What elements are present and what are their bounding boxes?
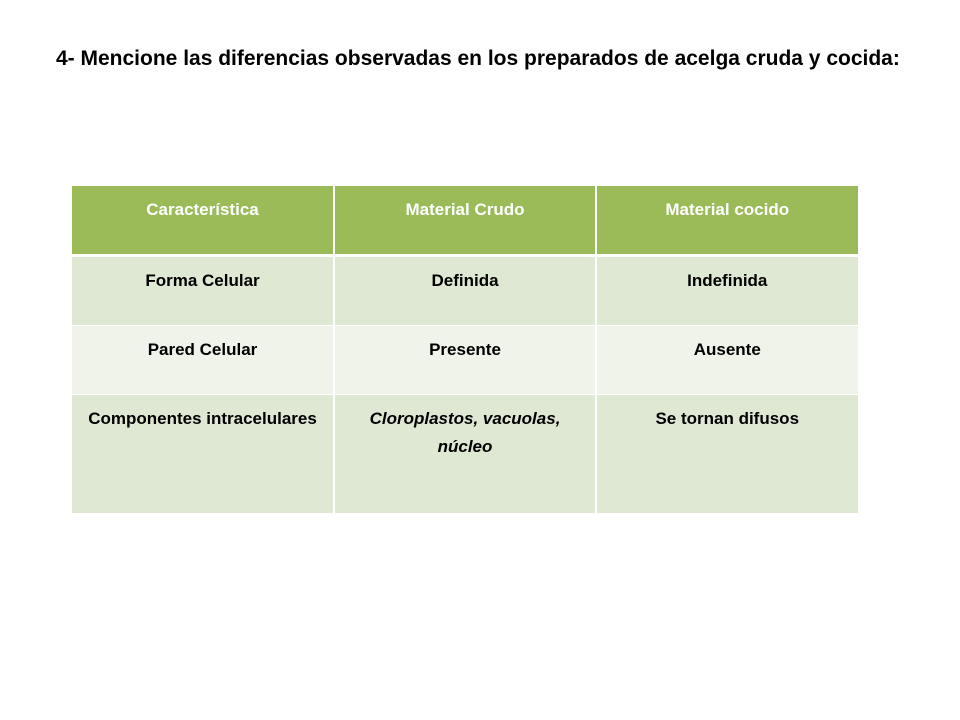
cell-material-cocido: Indefinida	[596, 256, 858, 326]
header-material-cocido: Material cocido	[596, 186, 858, 256]
cell-material-crudo: Cloroplastos, vacuolas, núcleo	[334, 395, 596, 514]
comparison-table	[72, 185, 859, 514]
question-heading: 4- Mencione las diferencias observadas en los preparados de acelga cruda y cocida:	[56, 47, 900, 70]
cell-material-crudo: Presente	[334, 326, 596, 395]
table-row	[72, 326, 858, 395]
cell-material-cocido: Se tornan difusos	[596, 395, 858, 514]
table-row	[72, 256, 858, 326]
cell-caracteristica: Forma Celular	[72, 256, 334, 326]
cell-caracteristica: Componentes intracelulares	[72, 395, 334, 514]
table-row	[72, 395, 858, 514]
cell-caracteristica: Pared Celular	[72, 326, 334, 395]
cell-material-cocido: Ausente	[596, 326, 858, 395]
header-caracteristica: Característica	[72, 186, 334, 256]
table-header-row	[72, 186, 858, 256]
cell-material-crudo: Definida	[334, 256, 596, 326]
header-material-crudo: Material Crudo	[334, 186, 596, 256]
